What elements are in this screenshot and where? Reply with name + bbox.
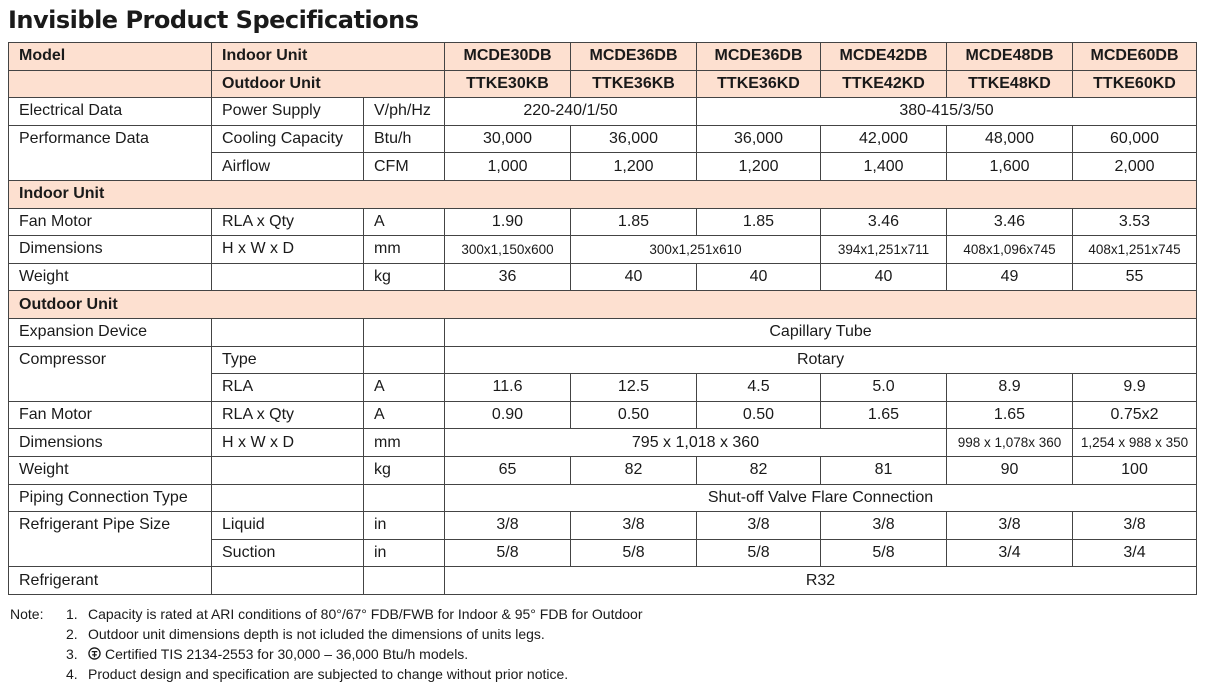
row-unit: mm: [364, 236, 445, 264]
row-item-blank: [212, 456, 364, 484]
row-label: Dimensions: [9, 429, 212, 457]
outdoor-model: TTKE30KB: [445, 70, 571, 98]
row-unit: kg: [364, 456, 445, 484]
row-item: Type: [212, 346, 364, 374]
table-cell: 998 x 1,078x 360: [947, 429, 1073, 457]
table-cell: 1.65: [821, 401, 947, 429]
outdoor-model: TTKE60KD: [1073, 70, 1197, 98]
indoor-model: MCDE30DB: [445, 43, 571, 71]
row-unit: in: [364, 539, 445, 567]
row-item: H x W x D: [212, 236, 364, 264]
row-label: Weight: [9, 263, 212, 291]
table-row-outdoor-weight: [9, 456, 1197, 484]
table-cell: 1.65: [947, 401, 1073, 429]
table-cell: 1.85: [571, 208, 697, 236]
table-cell: 0.50: [571, 401, 697, 429]
indoor-model: MCDE60DB: [1073, 43, 1197, 71]
table-cell: 3/8: [947, 512, 1073, 540]
row-label: Expansion Device: [9, 318, 212, 346]
table-row-outdoor-dimensions: [9, 429, 1197, 457]
table-row-piping-connection: [9, 484, 1197, 512]
table-cell: 82: [571, 456, 697, 484]
row-unit: in: [364, 512, 445, 540]
table-cell: 220-240/1/50: [445, 98, 697, 126]
table-cell: 3.46: [821, 208, 947, 236]
table-cell: 11.6: [445, 374, 571, 402]
table-cell: 12.5: [571, 374, 697, 402]
table-row-outdoor-fan-motor: [9, 401, 1197, 429]
table-cell: 300x1,150x600: [445, 236, 571, 264]
row-item: Power Supply: [212, 98, 364, 126]
header-row-indoor: [9, 43, 1197, 71]
table-row-refrigerant: [9, 567, 1197, 595]
table-cell: 48,000: [947, 125, 1073, 153]
note-item: [66, 644, 1166, 664]
row-label: Performance Data: [9, 125, 212, 153]
row-unit: mm: [364, 429, 445, 457]
row-label-blank: [9, 153, 212, 181]
table-row-compressor-type: [9, 346, 1197, 374]
table-cell: 408x1,096x745: [947, 236, 1073, 264]
note-item: [66, 604, 1166, 624]
table-cell: 1,600: [947, 153, 1073, 181]
table-cell: Capillary Tube: [445, 318, 1197, 346]
table-cell: 90: [947, 456, 1073, 484]
table-row-indoor-weight: [9, 263, 1197, 291]
table-cell: 65: [445, 456, 571, 484]
table-cell: 300x1,251x610: [571, 236, 821, 264]
indoor-model: MCDE42DB: [821, 43, 947, 71]
indoor-model: MCDE36DB: [571, 43, 697, 71]
note-text: Outdoor unit dimensions depth is not icluded the dimensions of units legs.: [88, 626, 545, 642]
table-cell: 36: [445, 263, 571, 291]
table-cell: 0.75x2: [1073, 401, 1197, 429]
table-cell: 100: [1073, 456, 1197, 484]
row-item: Cooling Capacity: [212, 125, 364, 153]
model-label-blank: [9, 70, 212, 98]
model-label: Model: [9, 43, 212, 71]
table-cell: 82: [697, 456, 821, 484]
table-row-cooling-capacity: [9, 125, 1197, 153]
note-text: Product design and specification are subjected to change without prior notice.: [88, 666, 569, 682]
row-label: Fan Motor: [9, 401, 212, 429]
table-cell: 408x1,251x745: [1073, 236, 1197, 264]
table-cell: 5.0: [821, 374, 947, 402]
row-label: Fan Motor: [9, 208, 212, 236]
table-cell: 1.90: [445, 208, 571, 236]
note-item: [66, 664, 1166, 684]
row-unit: kg: [364, 263, 445, 291]
certification-mark-icon: [88, 647, 101, 660]
table-cell: 3/4: [1073, 539, 1197, 567]
table-cell: 1,200: [571, 153, 697, 181]
note-text: Capacity is rated at ARI conditions of 80°/67° FDB/FWB for Indoor & 95° FDB for Outdoor: [88, 606, 643, 622]
note-number: 1.: [66, 606, 78, 622]
table-cell: 60,000: [1073, 125, 1197, 153]
table-cell: 1,400: [821, 153, 947, 181]
table-cell: 1,254 x 988 x 350: [1073, 429, 1197, 457]
header-row-outdoor: [9, 70, 1197, 98]
table-row-power-supply: [9, 98, 1197, 126]
outdoor-model: TTKE42KD: [821, 70, 947, 98]
table-cell: 394x1,251x711: [821, 236, 947, 264]
table-cell: 40: [697, 263, 821, 291]
row-item: RLA x Qty: [212, 208, 364, 236]
row-label: Dimensions: [9, 236, 212, 264]
table-cell: 795 x 1,018 x 360: [445, 429, 947, 457]
row-label: Refrigerant: [9, 567, 212, 595]
spec-table: [8, 42, 1197, 595]
row-unit: A: [364, 374, 445, 402]
table-row-expansion-device: [9, 318, 1197, 346]
table-cell: 9.9: [1073, 374, 1197, 402]
table-cell: 3.53: [1073, 208, 1197, 236]
table-cell: 1.85: [697, 208, 821, 236]
table-cell: 81: [821, 456, 947, 484]
table-cell: 0.50: [697, 401, 821, 429]
table-cell: 42,000: [821, 125, 947, 153]
row-item-blank: [212, 484, 364, 512]
table-cell: 1,000: [445, 153, 571, 181]
table-cell: 5/8: [571, 539, 697, 567]
indoor-model: MCDE36DB: [697, 43, 821, 71]
row-unit-blank: [364, 484, 445, 512]
section-title: Indoor Unit: [9, 180, 1197, 208]
row-label: Compressor: [9, 346, 212, 374]
table-row-pipe-liquid: [9, 512, 1197, 540]
table-row-indoor-dimensions: [9, 236, 1197, 264]
table-cell: 5/8: [445, 539, 571, 567]
row-item: RLA x Qty: [212, 401, 364, 429]
row-unit-blank: [364, 318, 445, 346]
row-label: Refrigerant Pipe Size: [9, 512, 212, 540]
table-cell: 8.9: [947, 374, 1073, 402]
row-label-blank: [9, 539, 212, 567]
indoor-unit-label: Indoor Unit: [212, 43, 445, 71]
note-number: 2.: [66, 626, 78, 642]
outdoor-model: TTKE36KB: [571, 70, 697, 98]
table-cell: 5/8: [697, 539, 821, 567]
row-unit: A: [364, 401, 445, 429]
row-item: RLA: [212, 374, 364, 402]
row-item: Suction: [212, 539, 364, 567]
table-cell: 3/8: [697, 512, 821, 540]
row-label-blank: [9, 374, 212, 402]
table-cell: 3.46: [947, 208, 1073, 236]
section-title: Outdoor Unit: [9, 291, 1197, 319]
table-cell: 30,000: [445, 125, 571, 153]
section-row-indoor: [9, 180, 1197, 208]
notes-list: [66, 604, 1166, 684]
table-cell: 40: [571, 263, 697, 291]
row-label: Piping Connection Type: [9, 484, 212, 512]
table-cell: 36,000: [697, 125, 821, 153]
row-label: Electrical Data: [9, 98, 212, 126]
row-item-blank: [212, 318, 364, 346]
table-cell: 3/8: [571, 512, 697, 540]
table-cell: R32: [445, 567, 1197, 595]
page-title: Invisible Product Specifications: [8, 6, 419, 34]
row-item-blank: [212, 567, 364, 595]
outdoor-model: TTKE36KD: [697, 70, 821, 98]
outdoor-unit-label: Outdoor Unit: [212, 70, 445, 98]
table-row-compressor-rla: [9, 374, 1197, 402]
notes-label: Note:: [10, 606, 44, 622]
table-cell: 4.5: [697, 374, 821, 402]
row-item: H x W x D: [212, 429, 364, 457]
outdoor-model: TTKE48KD: [947, 70, 1073, 98]
row-unit-blank: [364, 567, 445, 595]
row-unit-blank: [364, 346, 445, 374]
note-item: [66, 624, 1166, 644]
table-cell: 0.90: [445, 401, 571, 429]
table-cell: Shut-off Valve Flare Connection: [445, 484, 1197, 512]
note-text: Certified TIS 2134-2553 for 30,000 – 36,000 Btu/h models.: [105, 646, 469, 662]
table-cell: 40: [821, 263, 947, 291]
row-unit: Btu/h: [364, 125, 445, 153]
table-cell: 1,200: [697, 153, 821, 181]
note-number: 3.: [66, 646, 78, 662]
section-row-outdoor: [9, 291, 1197, 319]
row-unit: CFM: [364, 153, 445, 181]
table-cell: Rotary: [445, 346, 1197, 374]
row-unit: V/ph/Hz: [364, 98, 445, 126]
row-item: Airflow: [212, 153, 364, 181]
table-cell: 3/8: [821, 512, 947, 540]
table-cell: 49: [947, 263, 1073, 291]
row-label: Weight: [9, 456, 212, 484]
table-cell: 36,000: [571, 125, 697, 153]
indoor-model: MCDE48DB: [947, 43, 1073, 71]
table-row-indoor-fan-motor: [9, 208, 1197, 236]
row-item: Liquid: [212, 512, 364, 540]
table-cell: 5/8: [821, 539, 947, 567]
table-cell: 3/8: [1073, 512, 1197, 540]
row-item-blank: [212, 263, 364, 291]
table-cell: 3/8: [445, 512, 571, 540]
row-unit: A: [364, 208, 445, 236]
table-cell: 380-415/3/50: [697, 98, 1197, 126]
table-cell: 3/4: [947, 539, 1073, 567]
table-cell: 55: [1073, 263, 1197, 291]
table-row-airflow: [9, 153, 1197, 181]
note-number: 4.: [66, 666, 78, 682]
table-row-pipe-suction: [9, 539, 1197, 567]
table-cell: 2,000: [1073, 153, 1197, 181]
